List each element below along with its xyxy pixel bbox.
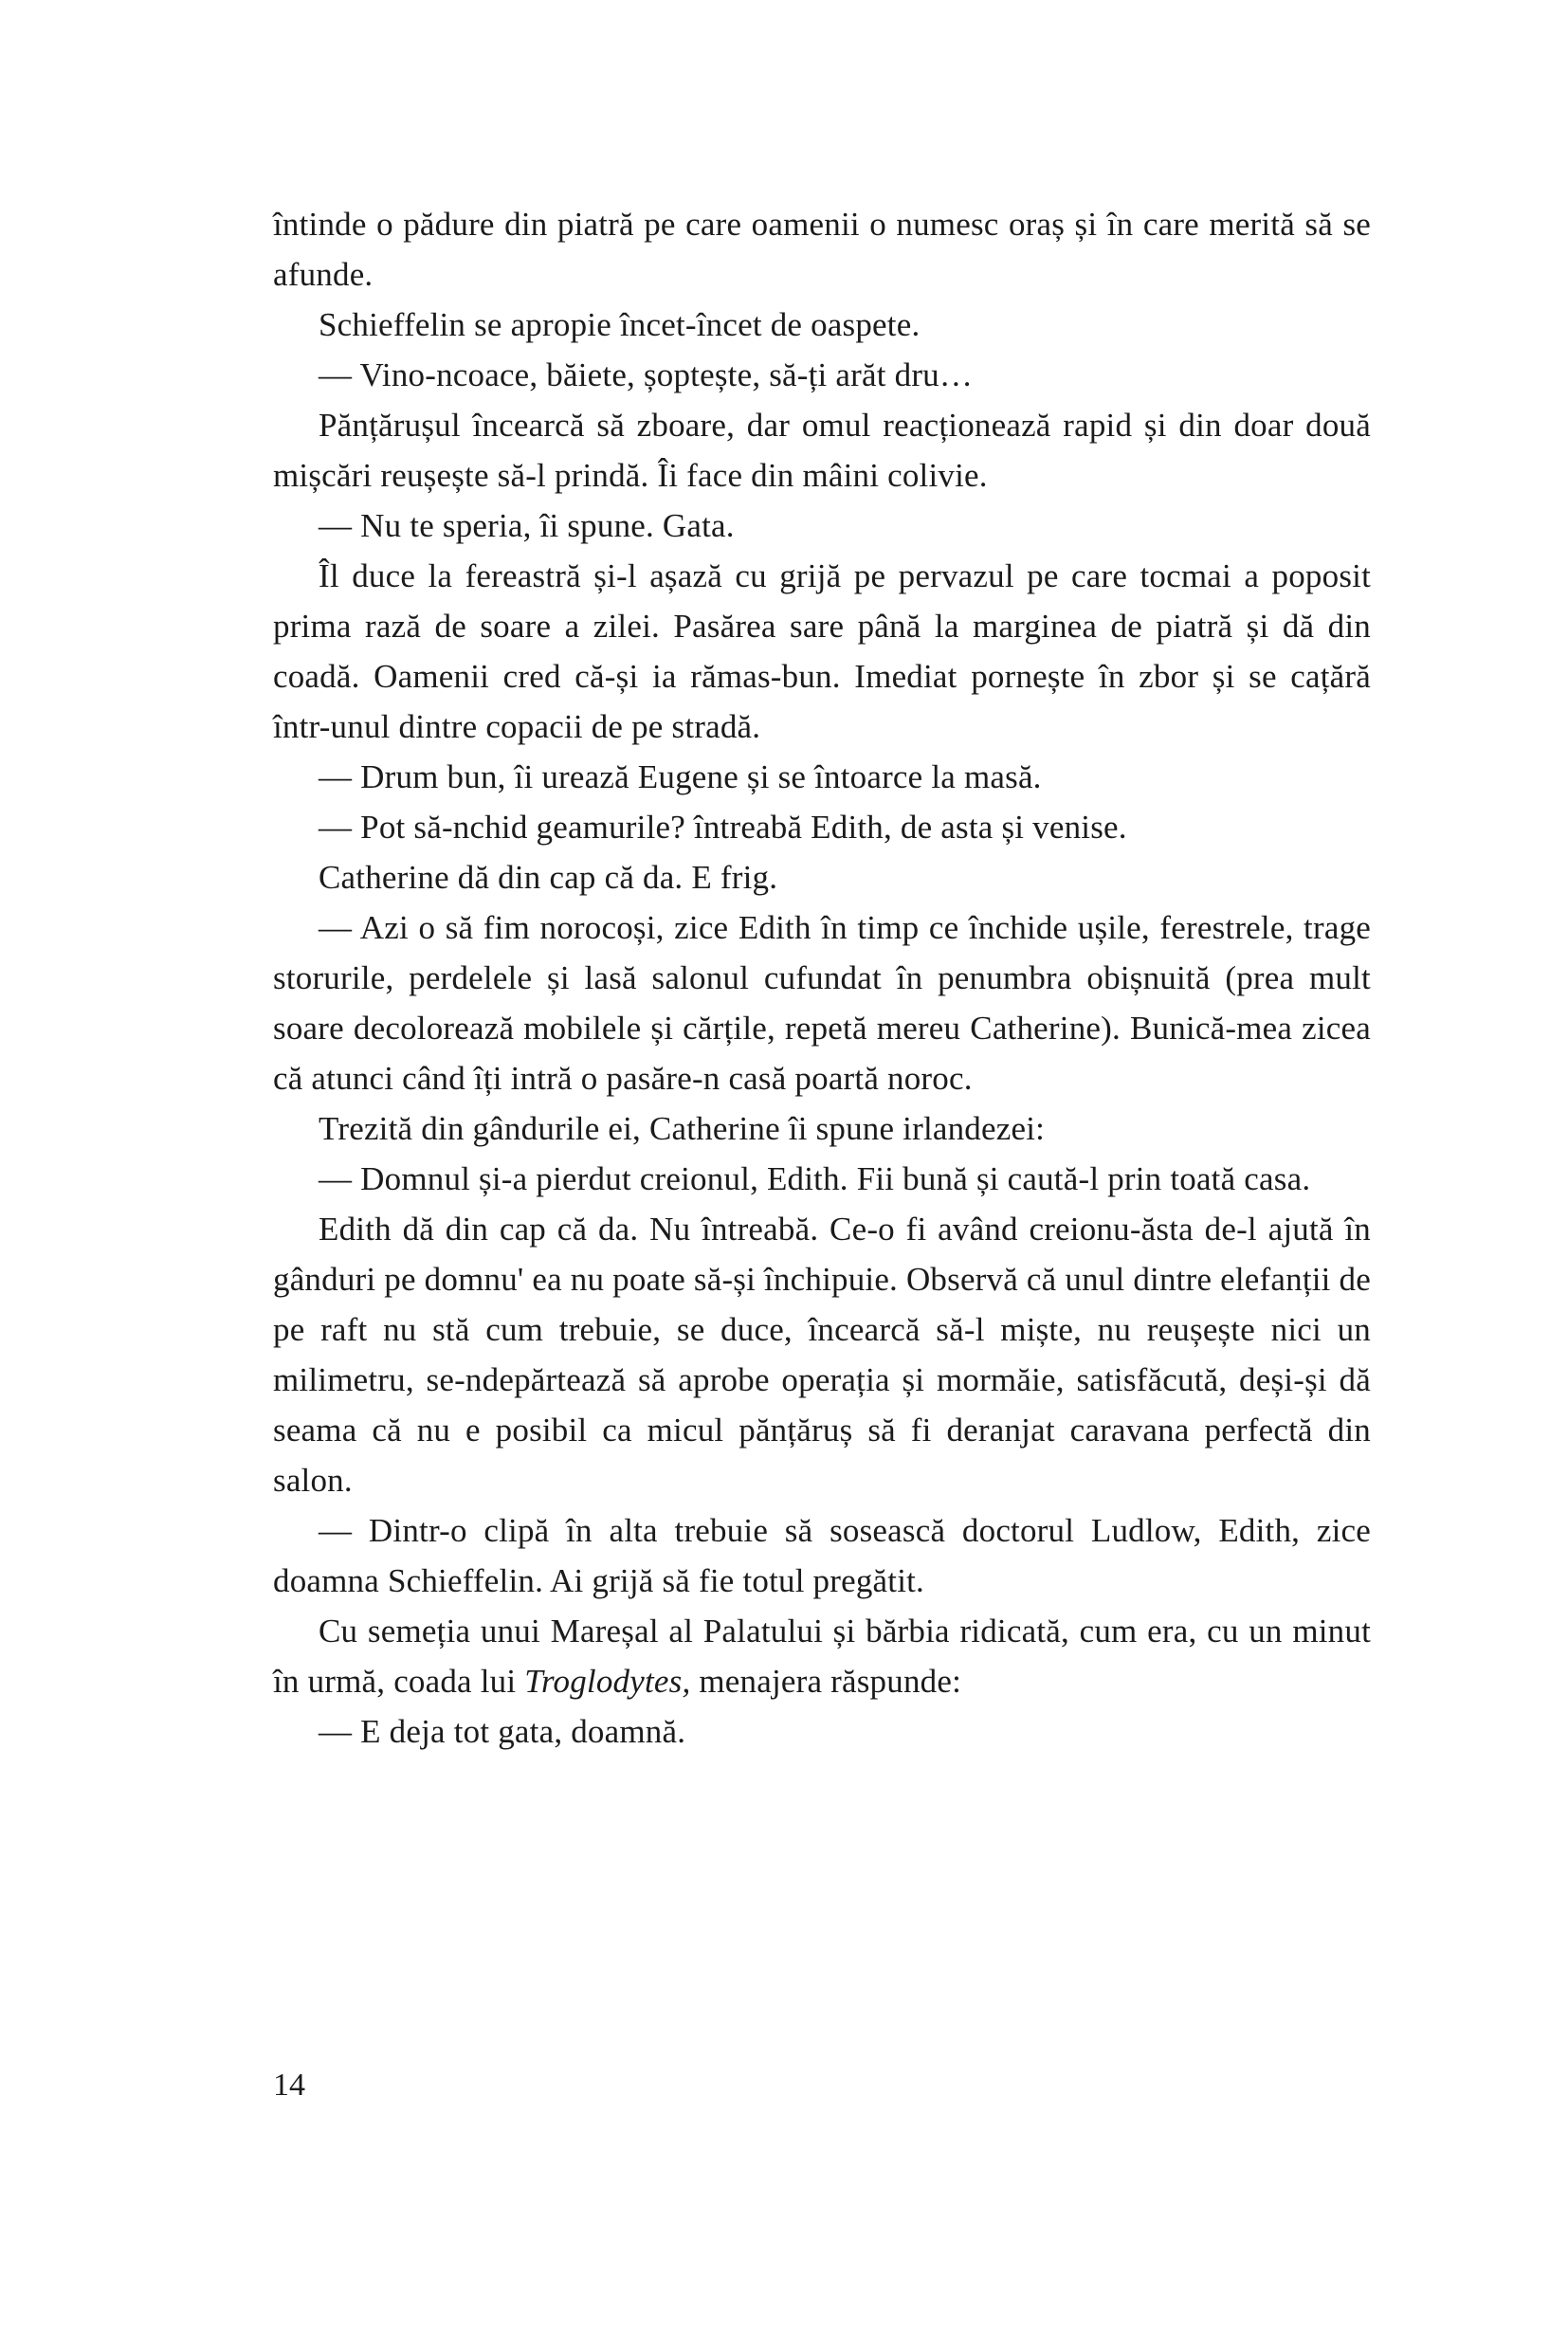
paragraph <box>273 1606 1371 1706</box>
paragraph <box>273 1103 1371 1154</box>
paragraph <box>273 1505 1371 1606</box>
text-segment: Edith dă din cap că da. Nu întreabă. Ce-o fi având creionu-ăsta de-l ajută în gânduri pe domnu' ea nu poate să-și închipuie. Observă că unul dintre elefanții de pe raft nu stă cum trebuie, se duce, încearcă să-l miște, nu reușește nici un milimetru, se-ndepărtează să aprobe operația și mormăie, satisfăcută, deși-și dă seama că nu e posibil ca micul pănțăruș să fi deranjat caravana perfectă din salon. <box>273 1211 1371 1499</box>
text-segment: Îl duce la fereastră și-l așază cu grijă pe pervazul pe care tocmai a poposit prima rază de soare a zilei. Pasărea sare până la marginea de piatră și dă din coadă. Oamenii cred că-și ia rămas-bun. Imediat pornește în zbor și se cațără într-unul dintre copacii de pe stradă. <box>273 557 1371 745</box>
text-segment: — Dintr-o clipă în alta trebuie să sosească doctorul Ludlow, Edith, zice doamna Schieffelin. Ai grijă să fie totul pregătit. <box>273 1512 1371 1599</box>
paragraph <box>273 350 1371 400</box>
text-block <box>273 199 1371 1757</box>
paragraph <box>273 300 1371 350</box>
text-segment: Schieffelin se apropie încet-încet de oaspete. <box>319 306 921 343</box>
paragraph <box>273 802 1371 852</box>
page-number: 14 <box>273 2068 305 2103</box>
text-segment: — Vino-ncoace, băiete, șoptește, să-ți arăt dru… <box>319 356 974 393</box>
text-segment: — Domnul și-a pierdut creionul, Edith. Fii bună și caută-l prin toată casa. <box>319 1160 1311 1197</box>
text-segment: — E deja tot gata, doamnă. <box>319 1713 686 1750</box>
paragraph <box>273 752 1371 802</box>
paragraph <box>273 199 1371 300</box>
paragraph <box>273 852 1371 902</box>
paragraph <box>273 1154 1371 1204</box>
text-segment: menajera răspunde: <box>690 1663 962 1700</box>
text-segment: întinde o pădure din piatră pe care oamenii o numesc oraș și în care merită să se afunde. <box>273 206 1371 293</box>
paragraph <box>273 400 1371 501</box>
paragraph <box>273 902 1371 1103</box>
text-segment: Trezită din gândurile ei, Catherine îi spune irlandezei: <box>319 1110 1046 1147</box>
text-segment: — Nu te speria, îi spune. Gata. <box>319 507 735 544</box>
paragraph <box>273 551 1371 752</box>
paragraph <box>273 1204 1371 1505</box>
text-segment: Cu semeția unui Mareșal al Palatului și bărbia ridicată, cum era, cu un minut în urmă, coada lui <box>273 1613 1371 1700</box>
text-segment: — Azi o să fim norocoși, zice Edith în timp ce închide ușile, ferestrele, trage storurile, perdelele și lasă salonul cufundat în penumbra obișnuită (prea mult soare decolorează mobilele și cărțile, repetă mereu Catherine). Bunică-mea zicea că atunci când îți intră o pasăre-n casă poartă noroc. <box>273 909 1371 1097</box>
text-segment: Pănțărușul încearcă să zboare, dar omul reacționează rapid și din doar două mișcări reușește să-l prindă. Îi face din mâini colivie. <box>273 407 1371 494</box>
paragraph <box>273 1706 1371 1757</box>
text-segment: Catherine dă din cap că da. E frig. <box>319 859 778 896</box>
paragraph <box>273 501 1371 551</box>
text-segment: — Pot să-nchid geamurile? întreabă Edith, de asta și venise. <box>319 809 1127 846</box>
italic-text: Troglodytes, <box>524 1663 691 1700</box>
text-segment: — Drum bun, îi urează Eugene și se întoarce la masă. <box>319 758 1042 795</box>
